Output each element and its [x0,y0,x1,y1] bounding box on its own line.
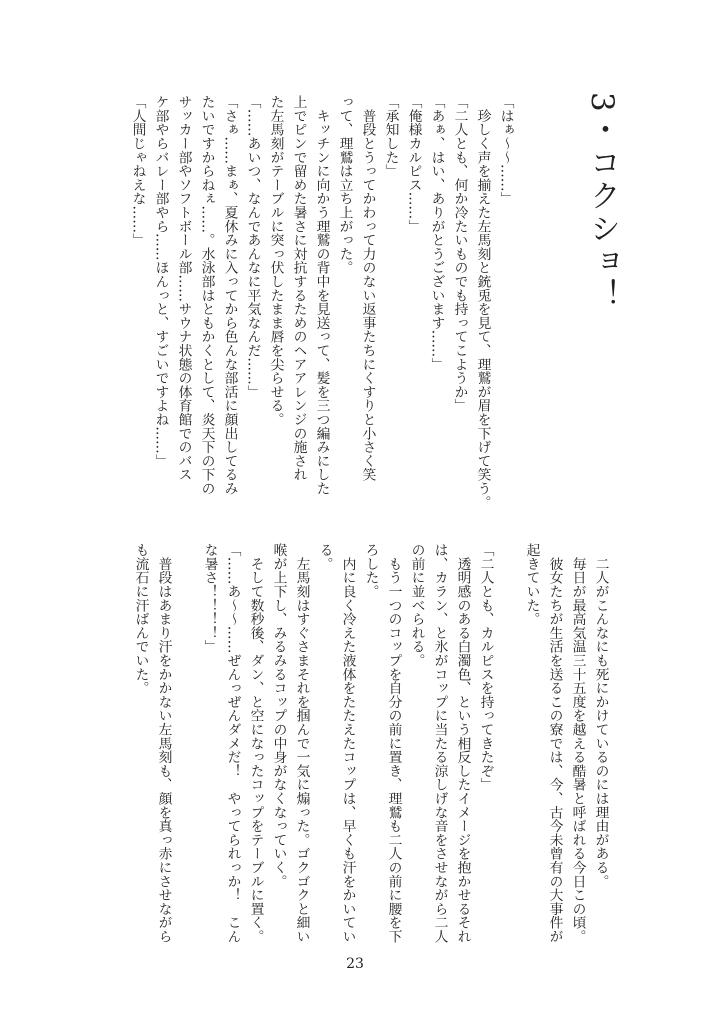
text-line: って、理鷲は立ち上がった。 [336,95,353,275]
text-line: 起きていた。 [523,543,540,626]
text-line: ケ部やらバレー部やら……ほんっと、すごいですよね……」 [152,95,169,468]
text-line: 内に良く冷えた液体をたたえたコップは、早くも汗をかいてい [339,543,356,944]
text-line: 喉が上下し、みるみるコップの中身がなくなっていく。 [270,543,287,888]
text-line: 普段はあまり汗をかかない左馬刻も、顔を真っ赤にさせながら [155,543,172,944]
text-line: の前に並べられる。 [408,543,425,668]
bottom-text-block [129,543,612,953]
text-line: 二人がこんなにも死にかけているのには理由がある。 [592,543,609,888]
text-line: な暑さ！！！！」 [201,543,218,654]
text-line: 「……あいつ、なんであんなに平気なんだ……」 [244,95,261,399]
text-line: 「さぁ……まぁ、夏休みに入ってから色んな部活に顔出してるみ [221,95,238,496]
text-line: 透明感のある白濁色、という相反したイメージを抱かせるそれ [454,543,471,944]
text-line [175,543,198,953]
text-line: 左馬刻はすぐさまそれを掴んで一気に煽った。ゴクゴクと細い [293,543,310,944]
text-line: サッカー部やソフトボール部……サウナ状態の体育館でのバス [175,95,192,482]
text-line: ろした。 [362,543,379,599]
chapter-title: 3・コクショ！ [584,92,620,312]
text-line: 「あぁ、はい、ありがとうございます……」 [428,95,445,371]
text-line: た左馬刻がテーブルに突っ伏したまま唇を尖らせる。 [267,95,284,427]
text-line: 普段とうってかわって力のない返事たちにくすりと小さく笑 [359,95,376,482]
text-line: もう一つのコップを自分の前に置き、理鷲も二人の前に腰を下 [385,543,402,944]
text-line: 「二人とも、何か冷たいものでも持ってこようか」 [451,95,468,413]
text-line: も流石に汗ばんでいた。 [132,543,149,695]
text-line: 「はぁ～～……」 [497,95,514,206]
text-line: キッチンに向かう理鷲の背中を見送って、髪を三つ編みにした [313,95,330,496]
text-line: 「……あ～～……ぜんっぜんダメだ！ やってられっか！ こん [224,543,241,944]
text-line: 「二人とも、カルピスを持ってきたぞ」 [477,543,494,792]
text-line: 彼女たちが生活を送るこの寮では、今、古今未曾有の大事件が [546,543,563,944]
text-line: たいですからねぇ……。水泳部はともかくとして、炎天下の下の [198,95,215,496]
text-line: 上でピンで留めた暑さに対抗するためのヘアアレンジの施され [290,95,307,482]
text-line: 「人間じゃねえな……」 [129,95,146,247]
text-line [497,543,520,953]
top-text-block [126,95,517,509]
text-line: は、カラン、と氷がコップに当たる涼しげな音をさせながら二人 [431,543,448,944]
page-number: 23 [346,956,364,972]
text-line: る。 [316,543,333,571]
text-line: 「俺様カルピス……」 [405,95,422,233]
text-line: 珍しく声を揃えた左馬刻と銃兎を見て、理鷲が眉を下げて笑う。 [474,95,491,509]
text-line: そして数秒後、ダン、と空になったコップをテーブルに置く。 [247,543,264,944]
text-line: 毎日が最高気温三十五度を越える酷暑と呼ばれる今日この頃。 [569,543,586,944]
text-line: 「承知した」 [382,95,399,178]
